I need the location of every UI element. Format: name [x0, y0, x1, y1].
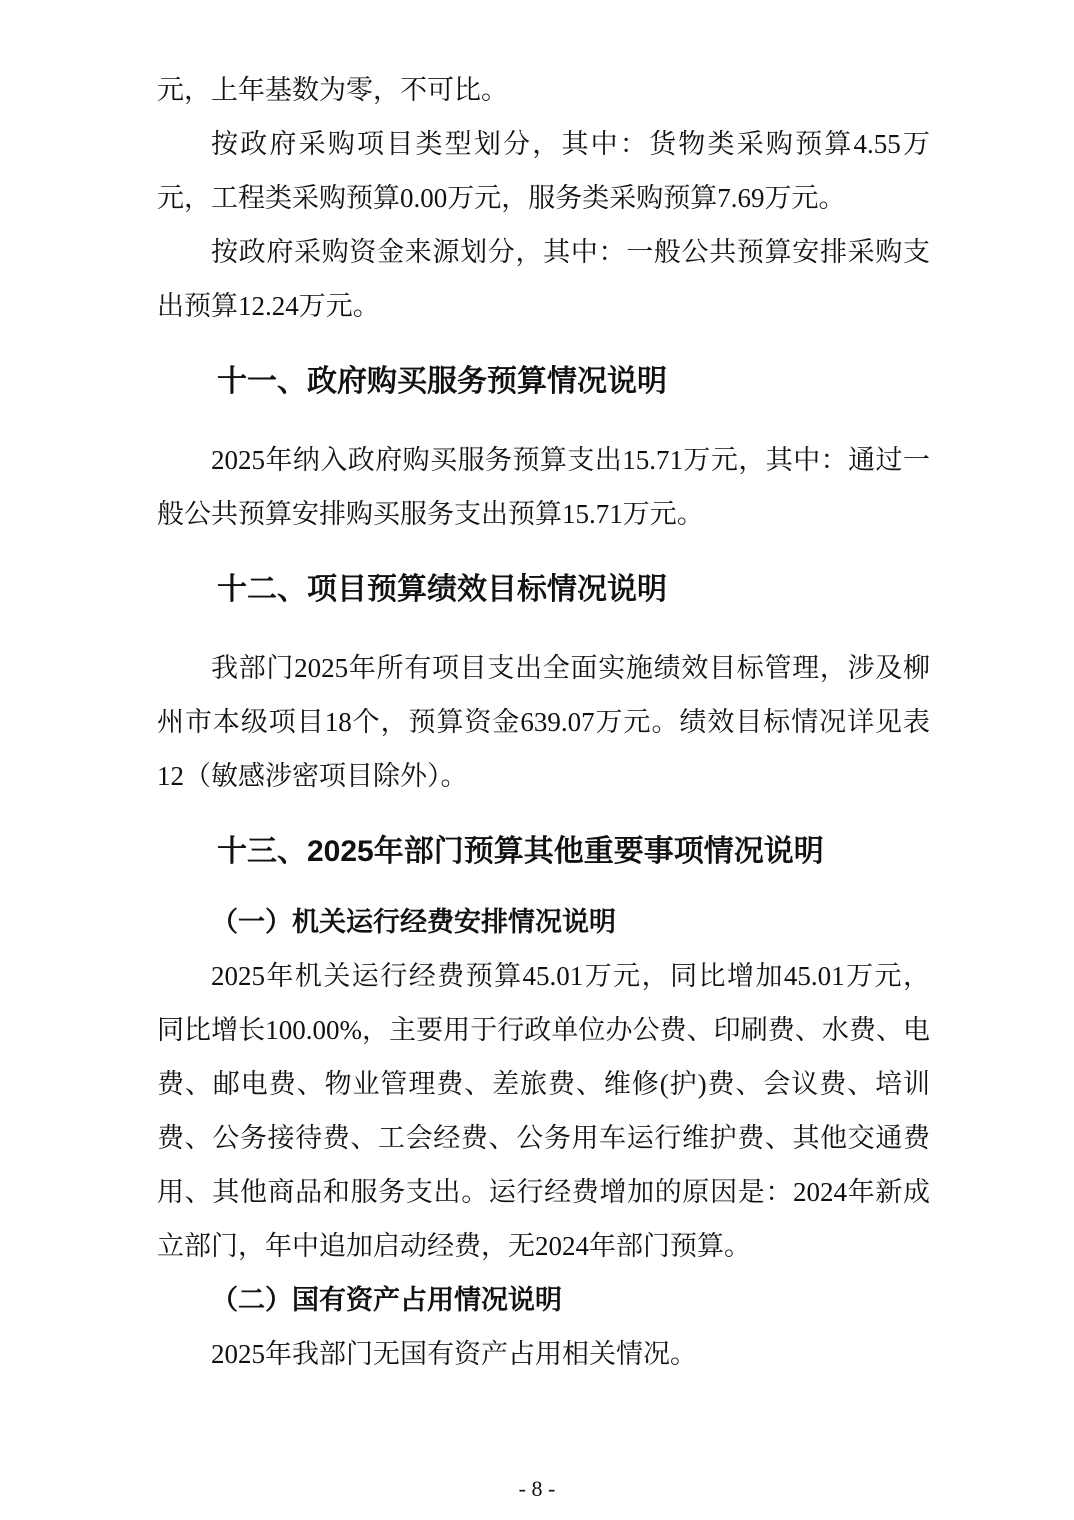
text-line: 用、其他商品和服务支出。运行经费增加的原因是：2024年新成 — [157, 1177, 930, 1207]
para-performance-targets — [157, 641, 930, 803]
subsection-heading-2 — [157, 1273, 930, 1327]
text-line: 按政府采购项目类型划分，其中：货物类采购预算4.55万 — [211, 129, 930, 159]
section-heading-11 — [157, 355, 930, 409]
text-line: 同比增长100.00%，主要用于行政单位办公费、印刷费、水费、电 — [157, 1015, 930, 1045]
text-line: 州市本级项目18个，预算资金639.07万元。绩效目标情况详见表 — [157, 707, 930, 737]
text-line: 十一、政府购买服务预算情况说明 — [217, 365, 667, 398]
text-line: 立部门，年中追加启动经费，无2024年部门预算。 — [157, 1231, 751, 1261]
para-procurement-by-type — [157, 117, 930, 225]
text-line: 我部门2025年所有项目支出全面实施绩效目标管理，涉及柳 — [211, 653, 930, 683]
text-line: 十二、项目预算绩效目标情况说明 — [217, 573, 667, 606]
para-gov-purchase-services — [157, 433, 930, 541]
section-heading-13 — [157, 825, 930, 879]
text-line: 出预算12.24万元。 — [157, 291, 380, 321]
text-line: 2025年纳入政府购买服务预算支出15.71万元，其中：通过一 — [211, 445, 930, 475]
text-line: 十三、2025年部门预算其他重要事项情况说明 — [217, 835, 824, 868]
para-prev-continuation — [157, 63, 930, 117]
text-line: 按政府采购资金来源划分，其中：一般公共预算安排采购支 — [211, 237, 930, 267]
subsection-heading-1 — [157, 895, 930, 949]
page-number: - 8 - — [518, 1476, 556, 1501]
text-line: 元，上年基数为零，不可比。 — [157, 75, 508, 105]
section-heading-12 — [157, 563, 930, 617]
para-state-assets — [157, 1327, 930, 1381]
text-line: 12（敏感涉密项目除外）。 — [157, 761, 468, 791]
document-body — [157, 0, 930, 1381]
text-line: 元，工程类采购预算0.00万元，服务类采购预算7.69万元。 — [157, 183, 846, 213]
text-line: （一）机关运行经费安排情况说明 — [211, 907, 616, 937]
text-line: 般公共预算安排购买服务支出预算15.71万元。 — [157, 499, 704, 529]
text-line: 2025年机关运行经费预算45.01万元，同比增加45.01万元， — [211, 961, 930, 991]
text-line: 费、公务接待费、工会经费、公务用车运行维护费、其他交通费 — [157, 1123, 930, 1153]
text-line: （二）国有资产占用情况说明 — [211, 1285, 562, 1315]
para-operating-expenses — [157, 949, 930, 1273]
text-line: 费、邮电费、物业管理费、差旅费、维修(护)费、会议费、培训 — [157, 1069, 930, 1099]
para-procurement-by-fund-source — [157, 225, 930, 333]
text-line: 2025年我部门无国有资产占用相关情况。 — [211, 1339, 697, 1369]
